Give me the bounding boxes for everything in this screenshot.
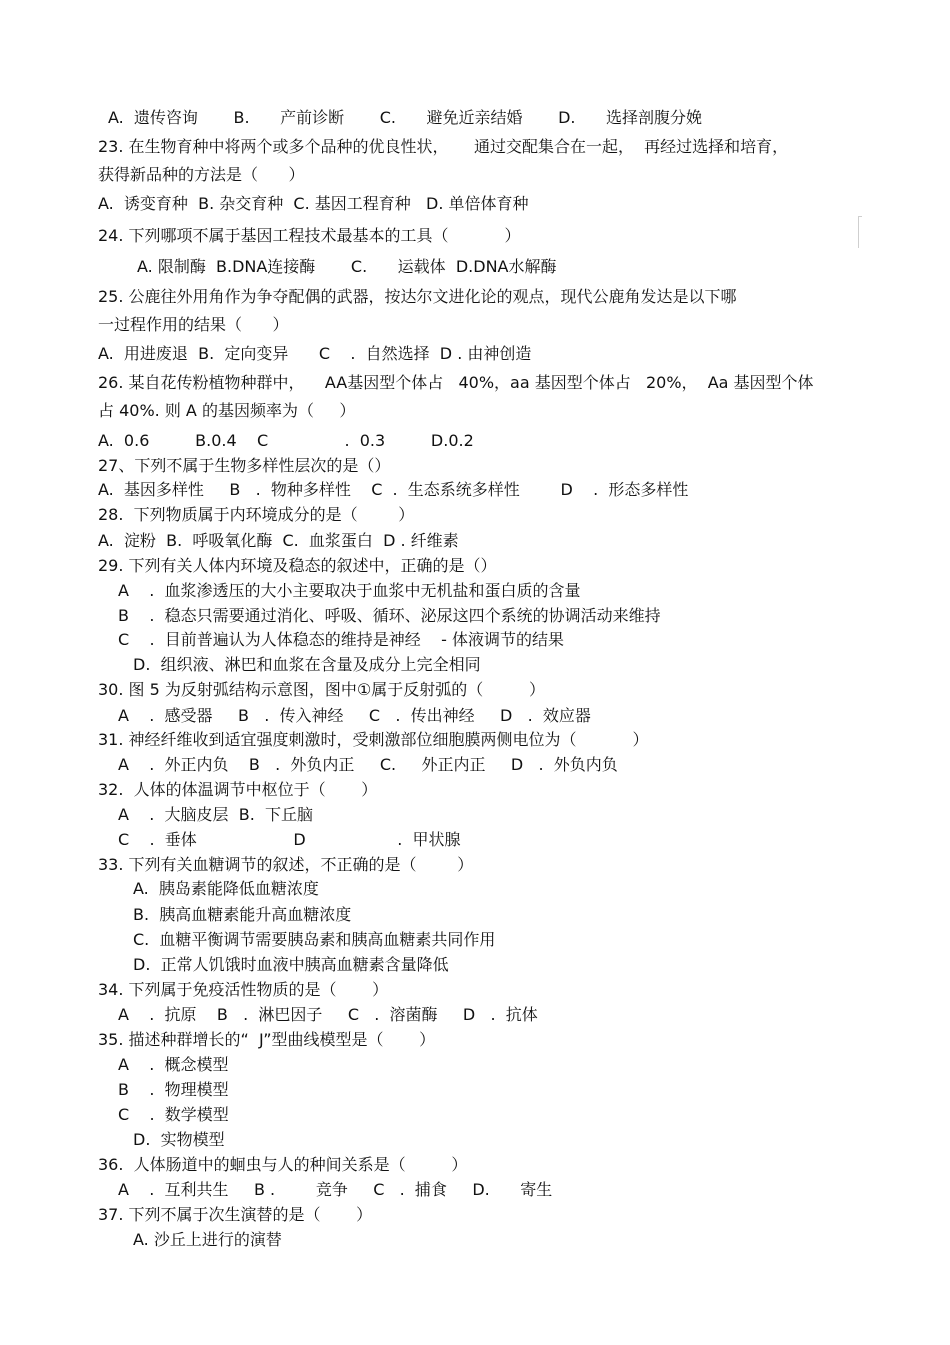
text-line: A. 遗传咨询 B. 产前诊断 C. 避免近亲结婚 D. 选择剖腹分娩 — [108, 108, 703, 127]
text-line: 35. 描述种群增长的“ J”型曲线模型是（ ） — [98, 1030, 436, 1049]
text-line: 28. 下列物质属于内环境成分的是（ ） — [98, 505, 415, 524]
text-line: 33. 下列有关血糖调节的叙述，不正确的是（ ） — [98, 855, 474, 874]
text-line: C. 血糖平衡调节需要胰岛素和胰高血糖素共同作用 — [133, 930, 496, 949]
margin-rule-tick — [858, 216, 862, 217]
text-line: 23. 在生物育种中将两个或多个品种的优良性状， 通过交配集合在一起， 再经过选择和培育， — [98, 137, 789, 156]
text-line: A . 感受器 B . 传入神经 C . 传出神经 D . 效应器 — [118, 706, 591, 725]
text-line: A. 限制酶 B.DNA连接酶 C. 运载体 D.DNA水解酶 — [137, 257, 557, 276]
text-line: A . 抗原 B . 淋巴因子 C . 溶菌酶 D . 抗体 — [118, 1005, 538, 1024]
text-line: 获得新品种的方法是（ ） — [98, 165, 305, 184]
text-line: B . 稳态只需要通过消化、呼吸、循环、泌尿这四个系统的协调活动来维持 — [118, 606, 661, 625]
text-line: B. 胰高血糖素能升高血糖浓度 — [133, 905, 352, 924]
text-line: 26. 某自花传粉植物种群中， AA基因型个体占 40%，aa 基因型个体占 20%， Aa 基因型个体 — [98, 373, 814, 392]
text-line: A. 胰岛素能降低血糖浓度 — [133, 879, 319, 898]
text-line: C . 目前普遍认为人体稳态的维持是神经 - 体液调节的结果 — [118, 630, 564, 649]
text-line: A. 基因多样性 B . 物种多样性 C . 生态系统多样性 D . 形态多样性 — [98, 480, 689, 499]
text-line: 27、下列不属于生物多样性层次的是（） — [98, 456, 391, 475]
text-line: 37. 下列不属于次生演替的是（ ） — [98, 1205, 373, 1224]
text-line: 占 40%. 则 A 的基因频率为（ ） — [98, 401, 356, 420]
text-line: 25. 公鹿往外用角作为争夺配偶的武器，按达尔文进化论的观点，现代公鹿角发达是以下哪 — [98, 287, 737, 306]
text-line: D. 正常人饥饿时血液中胰高血糖素含量降低 — [133, 955, 449, 974]
text-line: D. 组织液、淋巴和血浆在含量及成分上完全相同 — [133, 655, 481, 674]
text-line: 31. 神经纤维收到适宜强度刺激时，受刺激部位细胞膜两侧电位为（ ） — [98, 730, 649, 749]
text-line: C . 垂体 D . 甲状腺 — [118, 830, 461, 849]
text-line: 一过程作用的结果（ ） — [98, 315, 289, 334]
text-line: 36. 人体肠道中的蛔虫与人的种间关系是（ ） — [98, 1155, 468, 1174]
text-line: A. 淀粉 B. 呼吸氧化酶 C. 血浆蛋白 D . 纤维素 — [98, 531, 459, 550]
text-line: A . 血浆渗透压的大小主要取决于血浆中无机盐和蛋白质的含量 — [118, 581, 581, 600]
text-line: A. 用进废退 B. 定向变异 C . 自然选择 D . 由神创造 — [98, 344, 532, 363]
text-line: A . 概念模型 — [118, 1055, 229, 1074]
text-line: D. 实物模型 — [133, 1130, 225, 1149]
text-line: A. 沙丘上进行的演替 — [133, 1230, 282, 1249]
text-line: 30. 图 5 为反射弧结构示意图，图中①属于反射弧的（ ） — [98, 680, 546, 699]
text-line: 34. 下列属于免疫活性物质的是（ ） — [98, 980, 389, 999]
text-line: B . 物理模型 — [118, 1080, 229, 1099]
text-line: 32. 人体的体温调节中枢位于（ ） — [98, 780, 378, 799]
text-line: 24. 下列哪项不属于基因工程技术最基本的工具（ ） — [98, 226, 521, 245]
text-line: A. 0.6 B.0.4 C . 0.3 D.0.2 — [98, 431, 474, 450]
text-line: A . 互利共生 B . 竞争 C . 捕食 D. 寄生 — [118, 1180, 553, 1199]
text-line: A. 诱变育种 B. 杂交育种 C. 基因工程育种 D. 单倍体育种 — [98, 194, 529, 213]
text-line: C . 数学模型 — [118, 1105, 229, 1124]
text-line: 29. 下列有关人体内环境及稳态的叙述中，正确的是（） — [98, 556, 497, 575]
text-line: A . 大脑皮层 B. 下丘脑 — [118, 805, 313, 824]
text-line: A . 外正内负 B . 外负内正 C. 外正内正 D . 外负内负 — [118, 755, 618, 774]
margin-rule — [858, 216, 859, 248]
